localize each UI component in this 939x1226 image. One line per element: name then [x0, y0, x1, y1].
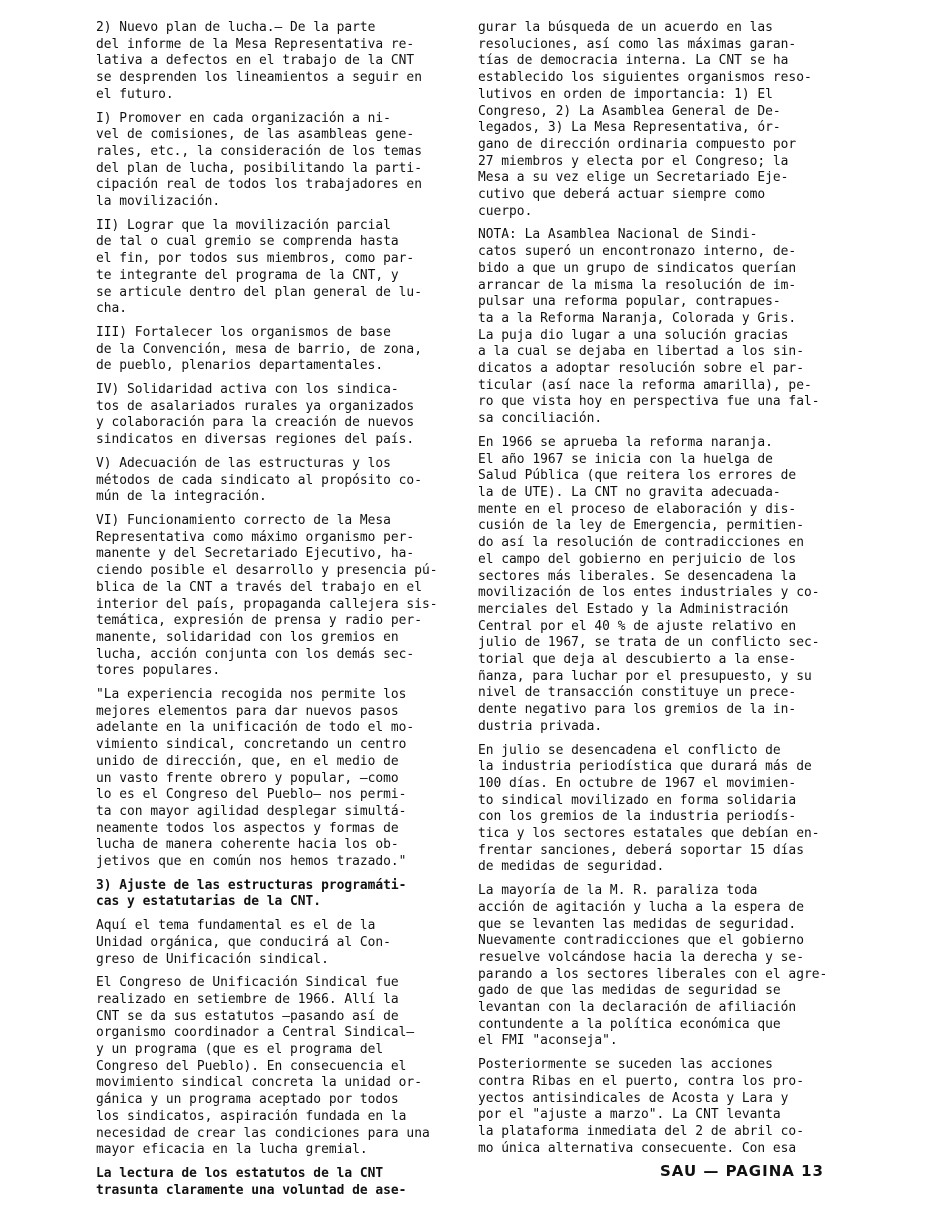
paragraph: III) Fortalecer los organismos de base de la Convención, mesa de barrio, de zona, de pueblo, plenarios departamentales.	[96, 324, 422, 374]
left-column	[96, 20, 458, 1206]
paragraph: "La experiencia recogida nos permite los mejores elementos para dar nuevos pasos adelante en la unificación de todo el mo- vimiento sindical, concretando un centro unido de dirección, que, en el medio de un vasto frente obrero y popular, —como lo es el Congreso del Pueblo— nos permi- ta con mayor agilidad desplegar simultá- neamente todos los aspectos y formas de lucha de manera coherente hacia los ob- jetivos que en común nos hemos trazado."	[96, 687, 415, 870]
paragraph: En julio se desencadena el conflicto de la industria periodística que durará más de 100 días. En octubre de 1967 el movimien- to sindical movilizado en forma solidaria con los gremios de la industria periodís- tica y los sectores estatales que debían en- frentar sanciones, deberá soportar 15 días de medidas de seguridad.	[478, 742, 820, 875]
paragraph: I) Promover en cada organización a ni- vel de comisiones, de las asambleas gene- rales, etc., la consideración de los temas del plan de lucha, posibilitando la parti- cipación real de todos los trabajadores en la movilización.	[96, 110, 422, 210]
paragraph: II) Lograr que la movilización parcial de tal o cual gremio se comprenda hasta el fin, por todos sus miembros, como par- te integrante del programa de la CNT, y se articule dentro del plan general de lu- cha.	[96, 217, 422, 317]
section-heading: 3) Ajuste de las estructuras programáti- cas y estatutarias de la CNT.	[96, 877, 407, 910]
paragraph: El Congreso de Unificación Sindical fue realizado en setiembre de 1966. Allí la CNT se da sus estatutos —pasando así de organismo coordinador a Central Sindical— y un programa (que es el programa del Congreso del Pueblo). En consecuencia el movimiento sindical concreta la unidad or- gánica y un programa aceptado por todos los sindicatos, aspiración fundada en la necesidad de crear las condiciones para una mayor eficacia en la lucha gremial.	[96, 975, 430, 1158]
paragraph: VI) Funcionamiento correcto de la Mesa Representativa como máximo organismo per- manente y del Secretariado Ejecutivo, ha- ciendo posible el desarrollo y presencia pú- blica de la CNT a través del trabajo en el interior del país, propaganda callejera sis- temática, expresión de prensa y radio per- manente, solidaridad con los gremios en lucha, acción conjunta con los demás sec- tores populares.	[96, 512, 438, 679]
paragraph: Aquí el tema fundamental es el de la Unidad orgánica, que conducirá al Con- greso de Unificación sindical.	[96, 918, 391, 967]
page-footer: SAU — PAGINA 13	[660, 1162, 824, 1180]
paragraph: La lectura de los estatutos de la CNT trasunta claramente una voluntad de ase-	[96, 1166, 407, 1198]
paragraph: gurar la búsqueda de un acuerdo en las resoluciones, así como las máximas garan- tías de democracia interna. La CNT se ha establecido los siguientes organismos reso- lutivos en orden de importancia: 1) El Congreso, 2) La Asamblea General de De- legados, 3) La Mesa Representativa, ór- gano de dirección ordinaria compuesto por 27 miembros y electa por el Congreso; la Mesa a su vez elige un Secretariado Eje- cutivo que deberá actuar siempre como cuerpo.	[478, 20, 812, 219]
note-paragraph: NOTA: La Asamblea Nacional de Sindi- catos superó un encontronazo interno, de- bido a que un grupo de sindicatos querían arrancar de la misma la resolución de im- pulsar una reforma popular, contrapues- ta a la Reforma Naranja, Colorada y Gris. La puja dio lugar a una solución gracias a la cual se dejaba en libertad a los sin- dicatos a adoptar resolución sobre el par- ticular (así nace la reforma amarilla), pe- ro que vista hoy en perspectiva fue una fal- sa conciliación.	[478, 227, 820, 427]
paragraph: V) Adecuación de las estructuras y los métodos de cada sindicato al propósito co- mún de la integración.	[96, 455, 422, 505]
paragraph: 2) Nuevo plan de lucha.— De la parte del informe de la Mesa Representativa re- lativa a defectos en el trabajo de la CNT se desprenden los lineamientos a seguir en el futuro.	[96, 20, 422, 102]
right-column	[478, 20, 840, 1164]
paragraph: IV) Solidaridad activa con los sindica- tos de asalariados rurales ya organizados y colaboración para la creación de nuevos sindicatos en diversas regiones del país.	[96, 382, 415, 448]
paragraph: La mayoría de la M. R. paraliza toda acción de agitación y lucha a la espera de que se levanten las medidas de seguridad. Nuevamente contradicciones que el gobierno resuelve volcándose hacia la derecha y se- parando a los sectores liberales con el agre- gado de que las medidas de seguridad se levantan con la declaración de afiliación contundente a la política económica que el FMI "aconseja".	[478, 883, 828, 1049]
paragraph: En 1966 se aprueba la reforma naranja. El año 1967 se inicia con la huelga de Salud Pública (que reitera los errores de la de UTE). La CNT no gravita adecuada- mente en el proceso de elaboración y dis- cusión de la ley de Emergencia, permitien- do así la resolución de contradicciones en el campo del gobierno en perjuicio de los sectores más liberales. Se desencadena la movilización de los entes industriales y co- merciales del Estado y la Administración Central por el 40 % de ajuste relativo en julio de 1967, se trata de un conflicto sec- torial que deja al descubierto a la ense- ñanza, para luchar por el presupuesto, y su nivel de transacción constituye un prece- dente negativo para los gremios de la in- dustria privada.	[478, 434, 820, 734]
paragraph: Posteriormente se suceden las acciones contra Ribas en el puerto, contra los pro- yectos antisindicales de Acosta y Lara y por el "ajuste a marzo". La CNT levanta la plataforma inmediata del 2 de abril co- mo única alternativa consecuente. Con esa	[478, 1057, 804, 1156]
